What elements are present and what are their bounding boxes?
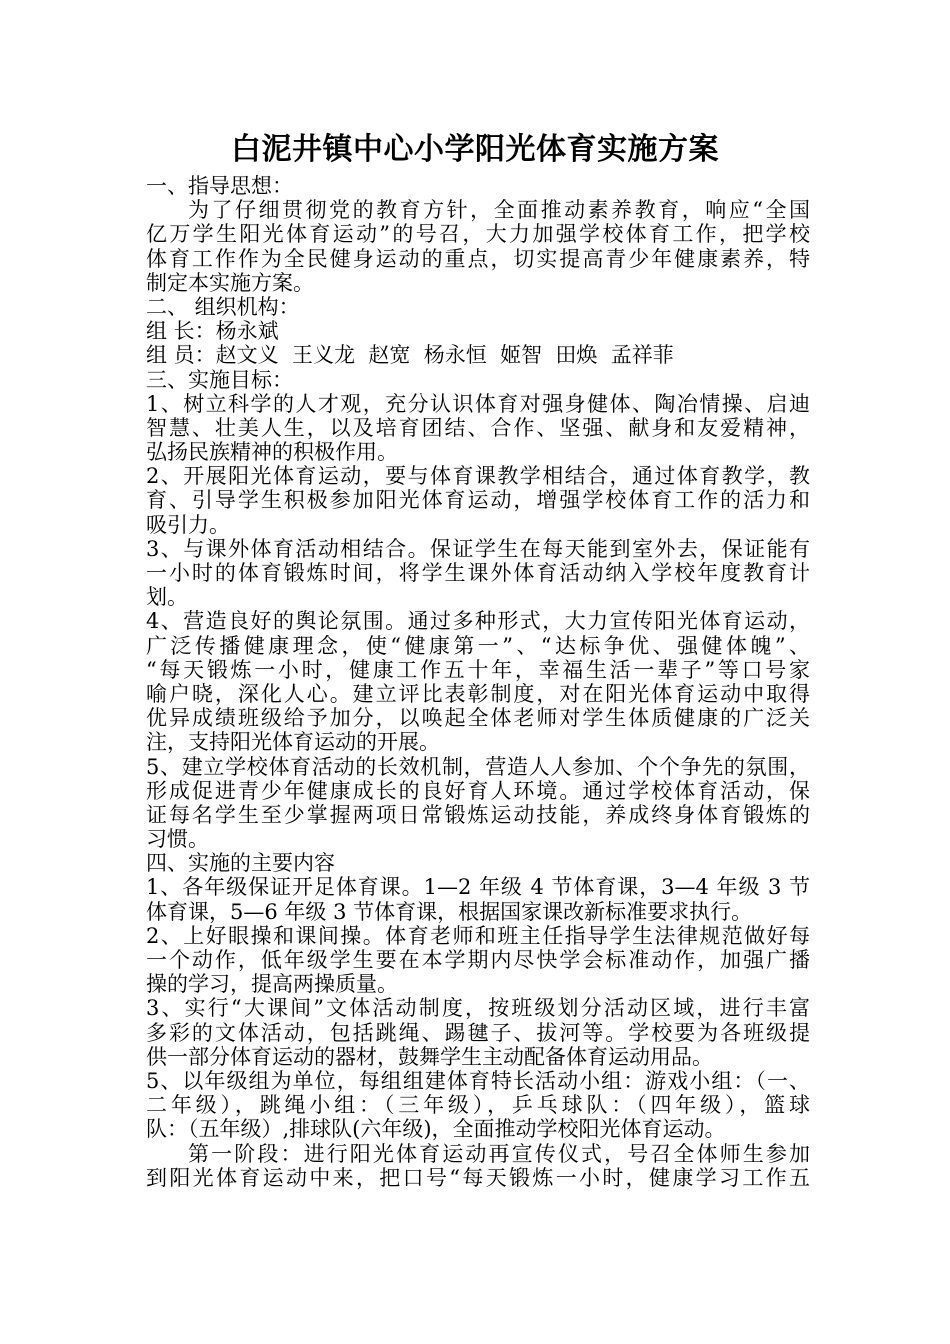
text-line: “每天锻炼一小时，健康工作五十年，幸福生活一辈子”等口号家 bbox=[146, 657, 810, 682]
text-line: 形成促进青少年健康成长的良好育人环境。通过学校体育活动，保 bbox=[146, 778, 810, 803]
text-line: 智慧、壮美人生，以及培育团结、合作、坚强、献身和友爱精神， bbox=[146, 415, 810, 440]
text-line: 广泛传播健康理念，使“健康第一”、“达标争优、强健体魄”、 bbox=[146, 633, 810, 658]
text-line: 二年级），跳绳小组：（三年级），乒乓球队：（四年级），篮球 bbox=[146, 1093, 810, 1118]
text-line: 1、各年级保证开足体育课。1—2 年级 4 节体育课，3—4 年级 3 节 bbox=[146, 875, 810, 900]
text-line: 证每名学生至少掌握两项日常锻炼运动技能，养成终身体育锻炼的 bbox=[146, 802, 810, 827]
text-line: 3、与课外体育活动相结合。保证学生在每天能到室外去，保证能有 bbox=[146, 536, 810, 561]
text-line: 优异成绩班级给予加分，以唤起全体老师对学生体质健康的广泛关 bbox=[146, 706, 810, 731]
text-line: 体育工作作为全民健身运动的重点，切实提高青少年健康素养，特 bbox=[146, 246, 810, 271]
text-line: 弘扬民族精神的积极作用。 bbox=[146, 440, 398, 465]
text-line: 组 长：杨永斌 bbox=[146, 319, 279, 344]
text-line: 二、 组织机构： bbox=[146, 294, 300, 319]
text-line: 操的学习，提高两操质量。 bbox=[146, 972, 398, 997]
text-line: 三、实施目标： bbox=[146, 367, 293, 392]
text-line: 组 员：赵文义 王义龙 赵宽 杨永恒 姬智 田焕 孟祥菲 bbox=[146, 343, 674, 368]
text-line: 2、上好眼操和课间操。体育老师和班主任指导学生法律规范做好每 bbox=[146, 923, 810, 948]
text-line: 喻户晓，深化人心。建立评比表彰制度，对在阳光体育运动中取得 bbox=[146, 681, 810, 706]
text-line: 注，支持阳光体育运动的开展。 bbox=[146, 730, 440, 755]
text-line: 5、建立学校体育活动的长效机制，营造人人参加、个个争先的氛围， bbox=[146, 754, 810, 779]
text-line: 5、以年级组为单位，每组组建体育特长活动小组：游戏小组：（一、 bbox=[146, 1068, 810, 1093]
text-line: 体育课，5—6 年级 3 节体育课，根据国家课改新标准要求执行。 bbox=[146, 899, 753, 924]
text-line: 多彩的文体活动，包括跳绳、踢毽子、拔河等。学校要为各班级提 bbox=[146, 1020, 810, 1045]
text-line: 育、引导学生积极参加阳光体育运动，增强学校体育工作的活力和 bbox=[146, 488, 810, 513]
text-line: 1、树立科学的人才观，充分认识体育对强身健体、陶冶情操、启迪 bbox=[146, 391, 810, 416]
text-line: 为了仔细贯彻党的教育方针，全面推动素养教育，响应“全国 bbox=[188, 198, 810, 223]
text-line: 第一阶段：进行阳光体育运动再宣传仪式，号召全体师生参加 bbox=[188, 1141, 810, 1166]
text-line: 一、指导思想： bbox=[146, 174, 293, 198]
text-line: 队：（五年级）,排球队(六年级)，全面推动学校阳光体育运动。 bbox=[146, 1117, 726, 1142]
document-title: 白泥井镇中心小学阳光体育实施方案 bbox=[231, 132, 719, 167]
text-line: 习惯。 bbox=[146, 827, 209, 852]
text-line: 制定本实施方案。 bbox=[146, 270, 314, 295]
text-line: 一个动作，低年级学生要在本学期内尽快学会标准动作，加强广播 bbox=[146, 948, 810, 972]
text-line: 3、实行“大课间”文体活动制度，按班级划分活动区域，进行丰富 bbox=[146, 996, 810, 1021]
text-line: 2、开展阳光体育运动，要与体育课教学相结合，通过体育教学，教 bbox=[146, 464, 810, 489]
text-line: 四、实施的主要内容 bbox=[146, 851, 335, 876]
text-line: 到阳光体育运动中来，把口号“每天锻炼一小时，健康学习工作五 bbox=[146, 1165, 810, 1190]
document-body bbox=[146, 174, 810, 1190]
text-line: 吸引力。 bbox=[146, 512, 230, 537]
text-line: 亿万学生阳光体育运动”的号召，大力加强学校体育工作，把学校 bbox=[146, 222, 810, 247]
text-line: 一小时的体育锻炼时间，将学生课外体育活动纳入学校年度教育计 bbox=[146, 561, 810, 585]
text-line: 4、营造良好的舆论氛围。通过多种形式，大力宣传阳光体育运动， bbox=[146, 609, 810, 634]
text-line: 划。 bbox=[146, 585, 188, 610]
text-line: 供一部分体育运动的器材，鼓舞学生主动配备体育运动用品。 bbox=[146, 1044, 713, 1069]
